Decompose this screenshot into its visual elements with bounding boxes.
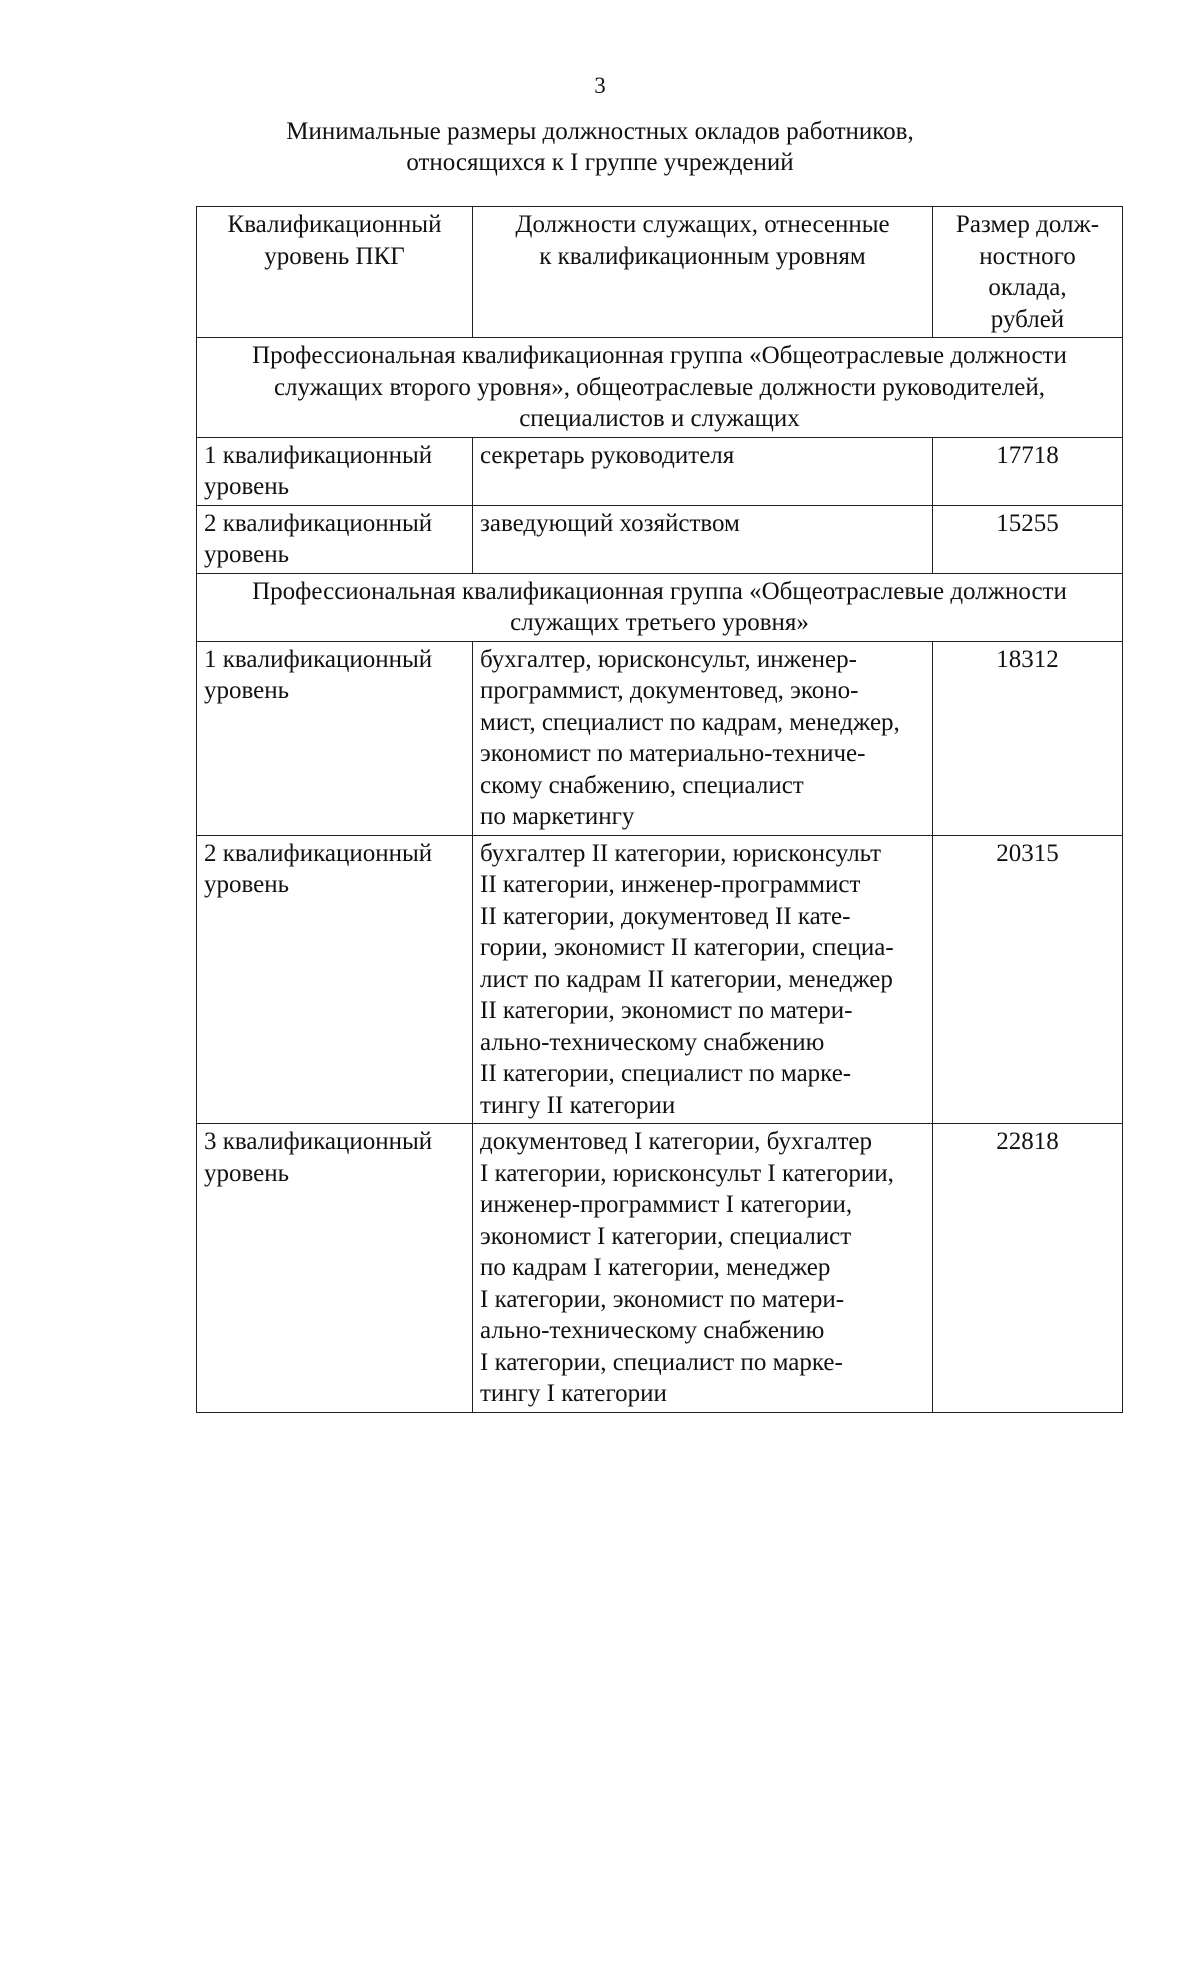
document-title: [0, 116, 1200, 178]
positions-cell: [473, 641, 933, 835]
qualification-level-cell: [197, 437, 473, 505]
table-header-row: [197, 207, 1123, 338]
positions-line: по кадрам I категории, менеджер: [480, 1254, 831, 1281]
qualification-level-cell: [197, 1124, 473, 1413]
table-row: [197, 835, 1123, 1124]
positions-line: II категории, инженер-программист: [480, 871, 861, 898]
positions-line: бухгалтер II категории, юрисконсульт: [480, 839, 882, 867]
salary-table: [196, 206, 1123, 1413]
group-header-row: [197, 338, 1123, 438]
positions-cell: [473, 835, 933, 1124]
table-row: [197, 641, 1123, 835]
qualification-level-line: уровень: [204, 677, 290, 704]
positions-line: II категории, экономист по матери-: [480, 997, 853, 1024]
header-positions: [473, 207, 933, 338]
group-title-line: служащих третьего уровня»: [510, 609, 809, 636]
header-level-line: уровень ПКГ: [264, 242, 405, 270]
positions-line: тингу II категории: [480, 1091, 676, 1119]
positions-line: программист, документовед, эконо-: [480, 677, 859, 704]
qualification-level-line: уровень: [204, 541, 290, 568]
positions-line: экономист по материально-техниче-: [480, 740, 866, 767]
positions-line: экономист I категории, специалист: [480, 1222, 852, 1250]
positions-line: документовед I категории, бухгалтер: [480, 1128, 873, 1155]
group-title-line: специалистов и служащих: [519, 405, 800, 432]
table-row: [197, 1124, 1123, 1413]
positions-line: по маркетингу: [480, 803, 635, 830]
positions-line: бухгалтер, юрисконсульт, инженер-: [480, 645, 857, 673]
positions-line: скому снабжению, специалист: [480, 771, 804, 799]
positions-line: лист по кадрам II категории, менеджер: [480, 965, 893, 993]
salary-cell: 15255: [933, 505, 1123, 573]
table-row: [197, 437, 1123, 505]
header-salary-line: рублей: [990, 305, 1065, 333]
positions-line: заведующий хозяйством: [480, 509, 740, 537]
positions-line: гории, экономист II категории, специа-: [480, 934, 894, 961]
qualification-level-line: уровень: [204, 1159, 290, 1187]
positions-line: I категории, специалист по марке-: [480, 1348, 843, 1376]
title-line: относящихся к I группе учреждений: [406, 149, 794, 176]
positions-line: I категории, юрисконсульт I категории,: [480, 1159, 894, 1187]
qualification-level-line: уровень: [204, 871, 290, 898]
positions-line: секретарь руководителя: [480, 441, 735, 469]
header-salary-line: Размер долж-: [955, 211, 1100, 238]
qualification-level-line: 3 квалификационный: [204, 1128, 433, 1155]
group-title: [197, 573, 1123, 641]
page-number: 3: [594, 73, 606, 98]
group-title-line: служащих второго уровня», общеотраслевые должности руководителей,: [273, 373, 1046, 401]
qualification-level-line: уровень: [204, 473, 290, 500]
title-line: Минимальные размеры должностных окладов работников,: [286, 118, 914, 145]
qualification-level-line: 2 квалификационный: [204, 839, 433, 867]
positions-line: тингу I категории: [480, 1380, 667, 1407]
header-level-line: Квалификационный: [227, 211, 442, 238]
qualification-level-cell: [197, 641, 473, 835]
qualification-level-cell: [197, 505, 473, 573]
qualification-level-line: 1 квалификационный: [204, 441, 433, 469]
positions-cell: [473, 437, 933, 505]
group-title-line: Профессиональная квалификационная группа «Общеотраслевые должности: [252, 577, 1067, 605]
qualification-level-line: 2 квалификационный: [204, 509, 433, 537]
salary-cell: 22818: [933, 1124, 1123, 1413]
header-level: [197, 207, 473, 338]
header-salary: [933, 207, 1123, 338]
positions-line: инженер-программист I категории,: [480, 1191, 853, 1218]
qualification-level-cell: [197, 835, 473, 1124]
header-salary-line: оклада,: [988, 274, 1067, 301]
header-positions-line: Должности служащих, отнесенные: [515, 211, 890, 238]
group-header-row: [197, 573, 1123, 641]
positions-line: мист, специалист по кадрам, менеджер,: [480, 708, 900, 736]
positions-line: ально-техническому снабжению: [480, 1317, 825, 1344]
group-title: [197, 338, 1123, 438]
header-salary-line: ностного: [979, 242, 1076, 270]
qualification-level-line: 1 квалификационный: [204, 645, 433, 673]
table-row: [197, 505, 1123, 573]
positions-line: II категории, специалист по марке-: [480, 1060, 852, 1087]
positions-cell: [473, 505, 933, 573]
positions-line: I категории, экономист по матери-: [480, 1285, 845, 1313]
positions-cell: [473, 1124, 933, 1413]
positions-line: II категории, документовед II кате-: [480, 902, 851, 930]
salary-cell: 20315: [933, 835, 1123, 1124]
positions-line: ально-техническому снабжению: [480, 1028, 825, 1056]
table-body: [197, 338, 1123, 1413]
salary-cell: 18312: [933, 641, 1123, 835]
group-title-line: Профессиональная квалификационная группа «Общеотраслевые должности: [252, 342, 1067, 369]
salary-cell: 17718: [933, 437, 1123, 505]
header-positions-line: к квалификационным уровням: [539, 242, 866, 270]
